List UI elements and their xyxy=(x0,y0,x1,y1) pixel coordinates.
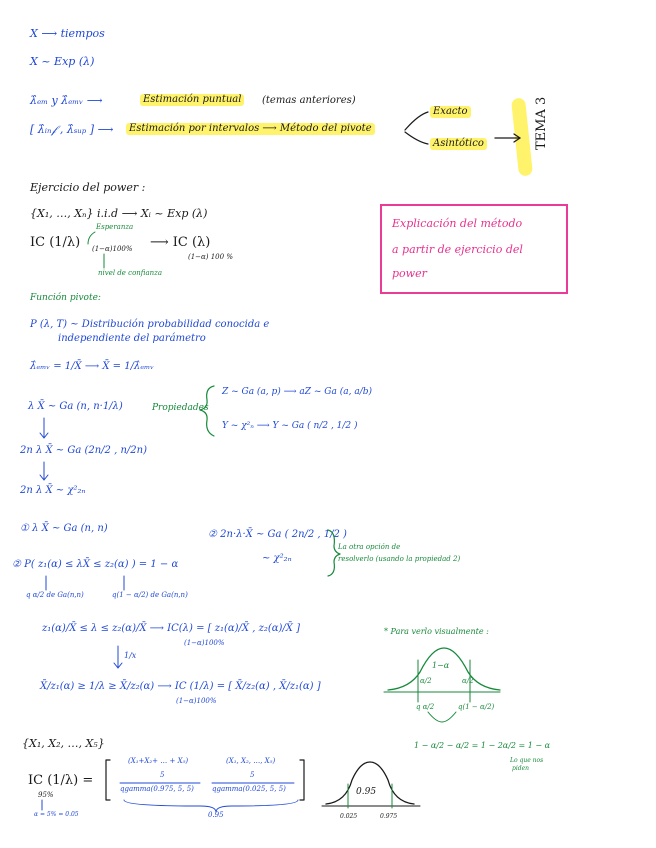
visual-right-tail: α/2 xyxy=(462,677,474,685)
intro-line-4-highlight: Estimación por intervalos ⟶ Método del pivote xyxy=(126,123,375,135)
intro-line-3-highlight: Estimación puntual xyxy=(140,94,244,106)
esperanza-label: Esperanza xyxy=(96,223,134,231)
inequality-2-level: (1−α)100% xyxy=(176,697,217,705)
final-frac2-mid: 5 xyxy=(250,771,255,779)
pivot-heading: Función pivote: xyxy=(30,293,101,303)
option-2-note-1: La otra opción de xyxy=(338,543,401,551)
property-1: Z ~ Ga (a, p) ⟶ aZ ~ Ga (a, a/b) xyxy=(222,387,372,397)
final-ic-level: 95% xyxy=(38,791,54,799)
exercise-sample: {X₁, …, Xₙ} i.i.d ⟶ Xᵢ ~ Exp (λ) xyxy=(30,207,208,220)
final-under-brace: 0.95 xyxy=(208,811,224,819)
derivation-option-2: ② 2n·λ·X̄ ~ Ga ( 2n/2 , 1/2 ) xyxy=(208,529,347,540)
dist-right-label: 0.975 xyxy=(380,813,398,820)
final-frac1-mid: 5 xyxy=(160,771,165,779)
visual-q-right: q(1 − α/2) xyxy=(458,703,495,711)
ic-lambda: ⟶ IC (λ) xyxy=(150,235,211,250)
intro-line-3-lhs: λ̂ₑₘ y λ̂ₑₘᵥ ⟶ xyxy=(30,94,103,107)
pivot-step-2: 2n λ X̄ ~ Ga (2n/2 , n/2n) xyxy=(20,445,147,456)
intro-line-4-lhs: [ λ̂ᵢₙ𝒻 , λ̂ₛᵤₚ ] ⟶ xyxy=(30,123,114,136)
pivot-step-1: λ X̄ ~ Ga (n, n·1/λ) xyxy=(28,401,123,412)
branch-line-exact xyxy=(405,112,428,130)
final-frac1-den: qgamma(0.975, 5, 5) xyxy=(120,785,194,793)
pivot-definition-2: independiente del parámetro xyxy=(58,333,206,344)
ic-inverse-lambda: IC (1/λ) xyxy=(30,235,81,250)
nivel-confianza-label: nivel de confianza xyxy=(98,269,163,277)
intro-line-3-note: (temas anteriores) xyxy=(262,95,356,106)
quantile-right: q(1 − α/2) de Ga(n,n) xyxy=(112,591,188,599)
tema-label: TEMA 3 xyxy=(534,96,549,150)
visual-calc: 1 − α/2 − α/2 = 1 − 2α/2 = 1 − α xyxy=(414,741,551,750)
visual-center-label: 1−α xyxy=(432,661,450,670)
final-frac2-den: qgamma(0.025, 5, 5) xyxy=(212,785,286,793)
pivot-definition-1: P (λ, T) ~ Distribución probabilidad conocida e xyxy=(30,319,270,330)
inequality-2: X̄/z₁(α) ≥ 1/λ ≥ X̄/z₂(α) ⟶ IC (1/λ) = [ X̄/z₂(α) , X̄/z₁(α) ] xyxy=(40,681,321,692)
explanation-line-3: power xyxy=(392,267,427,280)
properties-label: Propiedades xyxy=(152,403,209,413)
visual-left-tail: α/2 xyxy=(420,677,432,685)
dist-center-label: 0.95 xyxy=(356,787,377,797)
inequality-1-level: (1−α)100% xyxy=(184,639,225,647)
invert-note: 1/x xyxy=(124,651,137,660)
pivot-step-3: 2n λ X̄ ~ χ²₂ₙ xyxy=(20,485,86,496)
property-2: Y ~ χ²ₙ ⟶ Y ~ Ga ( n/2 , 1/2 ) xyxy=(222,421,358,431)
option-2-note-2: resolverlo (usando la propiedad 2) xyxy=(338,555,461,563)
ic-lambda-level: (1−α) 100 % xyxy=(188,253,233,261)
exercise-title: Ejercicio del power : xyxy=(30,181,146,194)
derivation-option-1: ① λ X̄ ~ Ga (n, n) xyxy=(20,523,108,534)
ic-inverse-lambda-level: (1−α)100% xyxy=(92,245,133,253)
final-alpha: α = 5% = 0.05 xyxy=(34,811,79,818)
explanation-line-1: Explicación del método xyxy=(392,217,523,230)
final-frac1-num: (X₁+X₂+ … + X₅) xyxy=(128,757,189,765)
branch-asymptotic: Asintótico xyxy=(430,138,487,150)
final-sample: {X₁, X₂, …, X₅} xyxy=(22,737,105,750)
visual-note-1: Lo que nos xyxy=(510,757,544,764)
branch-line-asym xyxy=(405,132,428,144)
emv-relation: λ̂ₑₘᵥ = 1/X̄ ⟶ X̄ = 1/λ̂ₑₘᵥ xyxy=(30,361,155,372)
visual-title: * Para verlo visualmente : xyxy=(384,627,489,636)
visual-q-left: q α/2 xyxy=(416,703,435,711)
probability-statement: ② P( z₁(α) ≤ λX̄ ≤ z₂(α) ) = 1 − α xyxy=(12,559,179,570)
final-ic: IC (1/λ) = xyxy=(28,773,94,788)
explanation-line-2: a partir de ejercicio del xyxy=(392,243,523,256)
derivation-option-2-chi: ~ χ²₂ₙ xyxy=(262,553,292,564)
intro-line-1: X ⟶ tiempos xyxy=(30,27,105,40)
branch-exact: Exacto xyxy=(430,106,471,118)
visual-note-2: piden xyxy=(512,765,530,772)
inequality-1: z₁(α)/X̄ ≤ λ ≤ z₂(α)/X̄ ⟶ IC(λ) = [ z₁(α)/X̄ , z₂(α)/X̄ ] xyxy=(42,623,300,634)
dist-left-label: 0.025 xyxy=(340,813,358,820)
final-frac2-num: (X₁, X₂, …, X₅) xyxy=(226,757,276,765)
intro-line-2: X ~ Exp (λ) xyxy=(30,55,95,68)
quantile-left: q α/2 de Ga(n,n) xyxy=(26,591,84,599)
